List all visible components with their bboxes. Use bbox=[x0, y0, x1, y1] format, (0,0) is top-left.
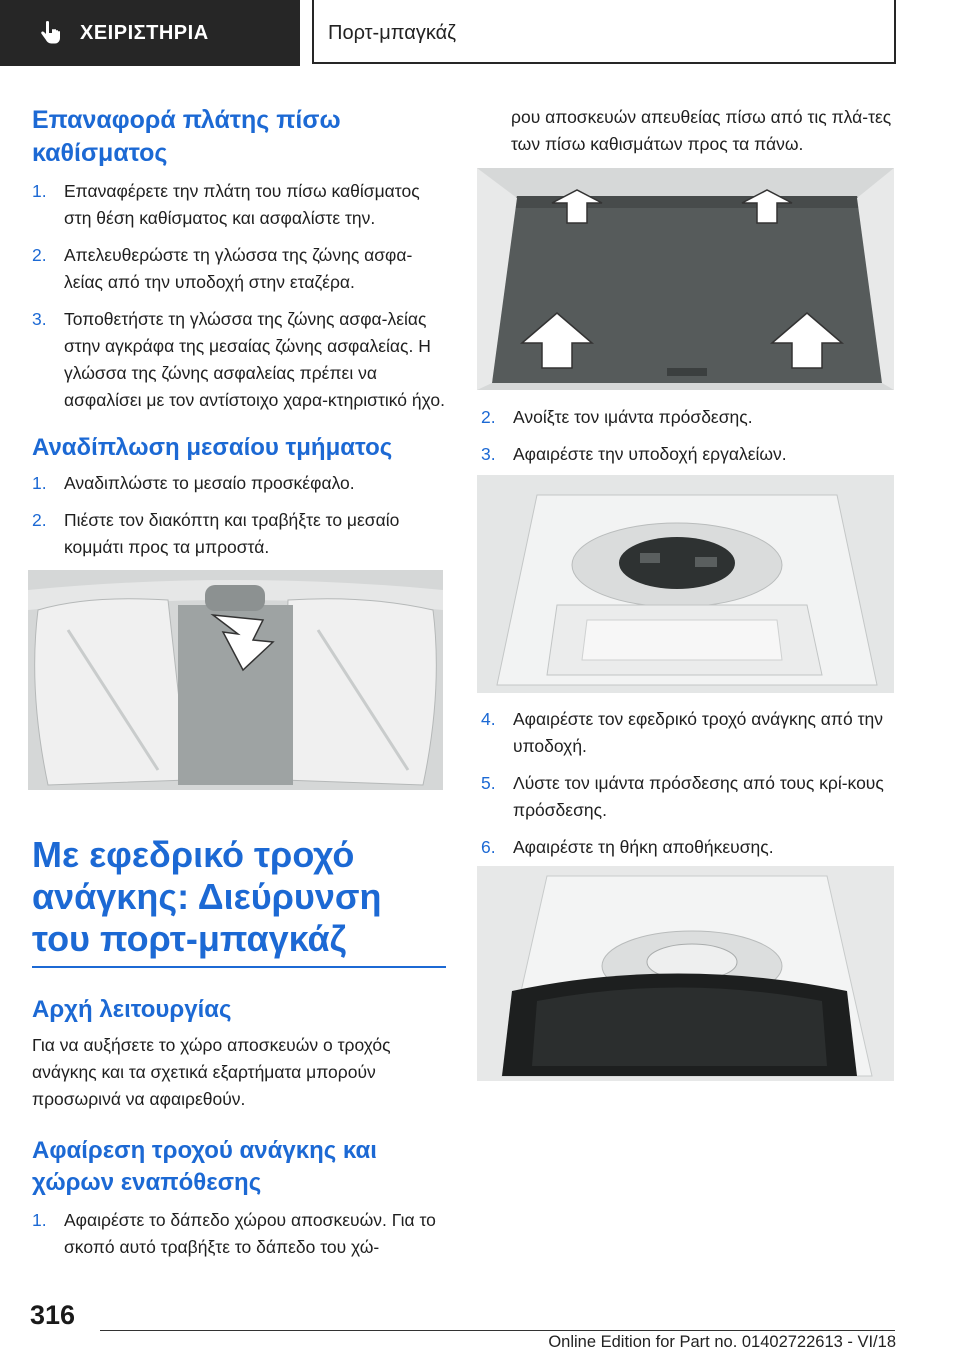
step-text: Επαναφέρετε την πλάτη του πίσω καθίσματος στη θέση καθίσματος και ασφαλίστε την. bbox=[64, 181, 420, 228]
step-text: Τοποθετήστε τη γλώσσα της ζώνης ασφα‐λείας στην αγκράφα της μεσαίας ζώνης ασφαλείας. Η γλώσσα της ζώνης ασφαλείας πρέπει να ασφαλίσει με τον αντίστοιχο χαρα‐κτηριστικό ήχο. bbox=[64, 309, 445, 410]
step-text: Λύστε τον ιμάντα πρόσδεσης από τους κρί‐κους πρόσδεσης. bbox=[513, 773, 884, 820]
step-text: Απελευθερώστε τη γλώσσα της ζώνης ασφα‐λείας από την υποδοχή στην εταζέρα. bbox=[64, 245, 413, 292]
step-text: Αναδιπλώστε το μεσαίο προσκέφαλο. bbox=[64, 473, 355, 493]
heading-rule bbox=[32, 966, 446, 968]
step-text: Αφαιρέστε την υποδοχή εργαλείων. bbox=[513, 444, 787, 464]
page-number: 316 bbox=[30, 1300, 76, 1330]
step-number: 3. bbox=[32, 309, 47, 329]
step-item bbox=[32, 1207, 446, 1261]
step-text: Αφαιρέστε το δάπεδο χώρου αποσκευών. Για το σκοπό αυτό τραβήξτε το δάπεδο του χώ‐ bbox=[64, 1210, 436, 1257]
edition-text: Online Edition for Part no. 01402722613 - VI/18 bbox=[548, 1333, 896, 1351]
section-heading: Επαναφορά πλάτης πίσω καθίσματος bbox=[32, 106, 341, 167]
chapter-tab[interactable] bbox=[312, 0, 896, 64]
steps-list bbox=[32, 1207, 446, 1261]
left-column bbox=[32, 104, 446, 561]
section-heading: Αφαίρεση τροχού ανάγκης και χώρων εναπόθεσης bbox=[32, 1137, 377, 1196]
steps-list bbox=[481, 706, 895, 861]
step-text: Αφαιρέστε τον εφεδρικό τροχό ανάγκης από την υποδοχή. bbox=[513, 709, 883, 756]
step-item bbox=[32, 242, 446, 296]
step-text: Πιέστε τον διακόπτη και τραβήξτε το μεσαίο κομμάτι προς τα μπροστά. bbox=[64, 510, 400, 557]
step-item bbox=[481, 834, 895, 861]
pointing-hand-icon bbox=[38, 20, 64, 46]
footer-rule bbox=[100, 1330, 895, 1331]
step-number: 2. bbox=[32, 510, 47, 530]
step-number: 3. bbox=[481, 444, 496, 464]
right-steps-b bbox=[481, 706, 895, 861]
step-item bbox=[481, 770, 895, 824]
step-number: 1. bbox=[32, 473, 47, 493]
step-number: 1. bbox=[32, 1210, 47, 1230]
right-column bbox=[511, 104, 895, 158]
step-text: Ανοίξτε τον ιμάντα πρόσδεσης. bbox=[513, 407, 753, 427]
trunk-floor-illustration bbox=[477, 168, 894, 390]
step-number: 5. bbox=[481, 773, 496, 793]
steps-list bbox=[481, 404, 895, 468]
section-label: ΧΕΙΡΙΣΤΗΡΙΑ bbox=[80, 21, 209, 44]
step-item bbox=[32, 507, 446, 561]
section-heading: Αναδίπλωση μεσαίου τμήματος bbox=[32, 434, 393, 461]
step-item bbox=[32, 178, 446, 232]
step-item bbox=[481, 706, 895, 760]
step-number: 4. bbox=[481, 709, 496, 729]
step-number: 2. bbox=[32, 245, 47, 265]
step-number: 1. bbox=[32, 181, 47, 201]
storage-case-illustration bbox=[477, 866, 894, 1081]
step-item bbox=[32, 306, 446, 414]
step-number: 2. bbox=[481, 407, 496, 427]
steps-list bbox=[32, 178, 446, 414]
main-heading: Με εφεδρικό τροχό ανάγκης: Διεύρυνση του πορτ-μπαγκάζ bbox=[32, 834, 382, 959]
spare-wheel-well-illustration bbox=[477, 475, 894, 693]
step-item bbox=[32, 470, 446, 497]
chapter-label: Πορτ-μπαγκάζ bbox=[328, 22, 456, 44]
subsection-heading: Αρχή λειτουργίας bbox=[32, 996, 232, 1023]
step-text: Αφαιρέστε τη θήκη αποθήκευσης. bbox=[513, 837, 774, 857]
section-tab[interactable] bbox=[0, 0, 300, 66]
step-item bbox=[481, 404, 895, 431]
right-steps-a bbox=[481, 404, 895, 468]
rear-seat-illustration bbox=[28, 570, 443, 790]
step-number: 6. bbox=[481, 837, 496, 857]
step-item bbox=[481, 441, 895, 468]
continuation-text: ρου αποσκευών απευθείας πίσω από τις πλά‐τες των πίσω καθισμάτων προς τα πάνω. bbox=[511, 107, 892, 154]
left-lower-column bbox=[32, 834, 446, 1261]
steps-list bbox=[32, 470, 446, 561]
principle-text: Για να αυξήσετε το χώρο αποσκευών ο τροχός ανάγκης και τα σχετικά εξαρτήματα μπορούν προσωρινά να αφαιρεθούν. bbox=[32, 1035, 391, 1109]
